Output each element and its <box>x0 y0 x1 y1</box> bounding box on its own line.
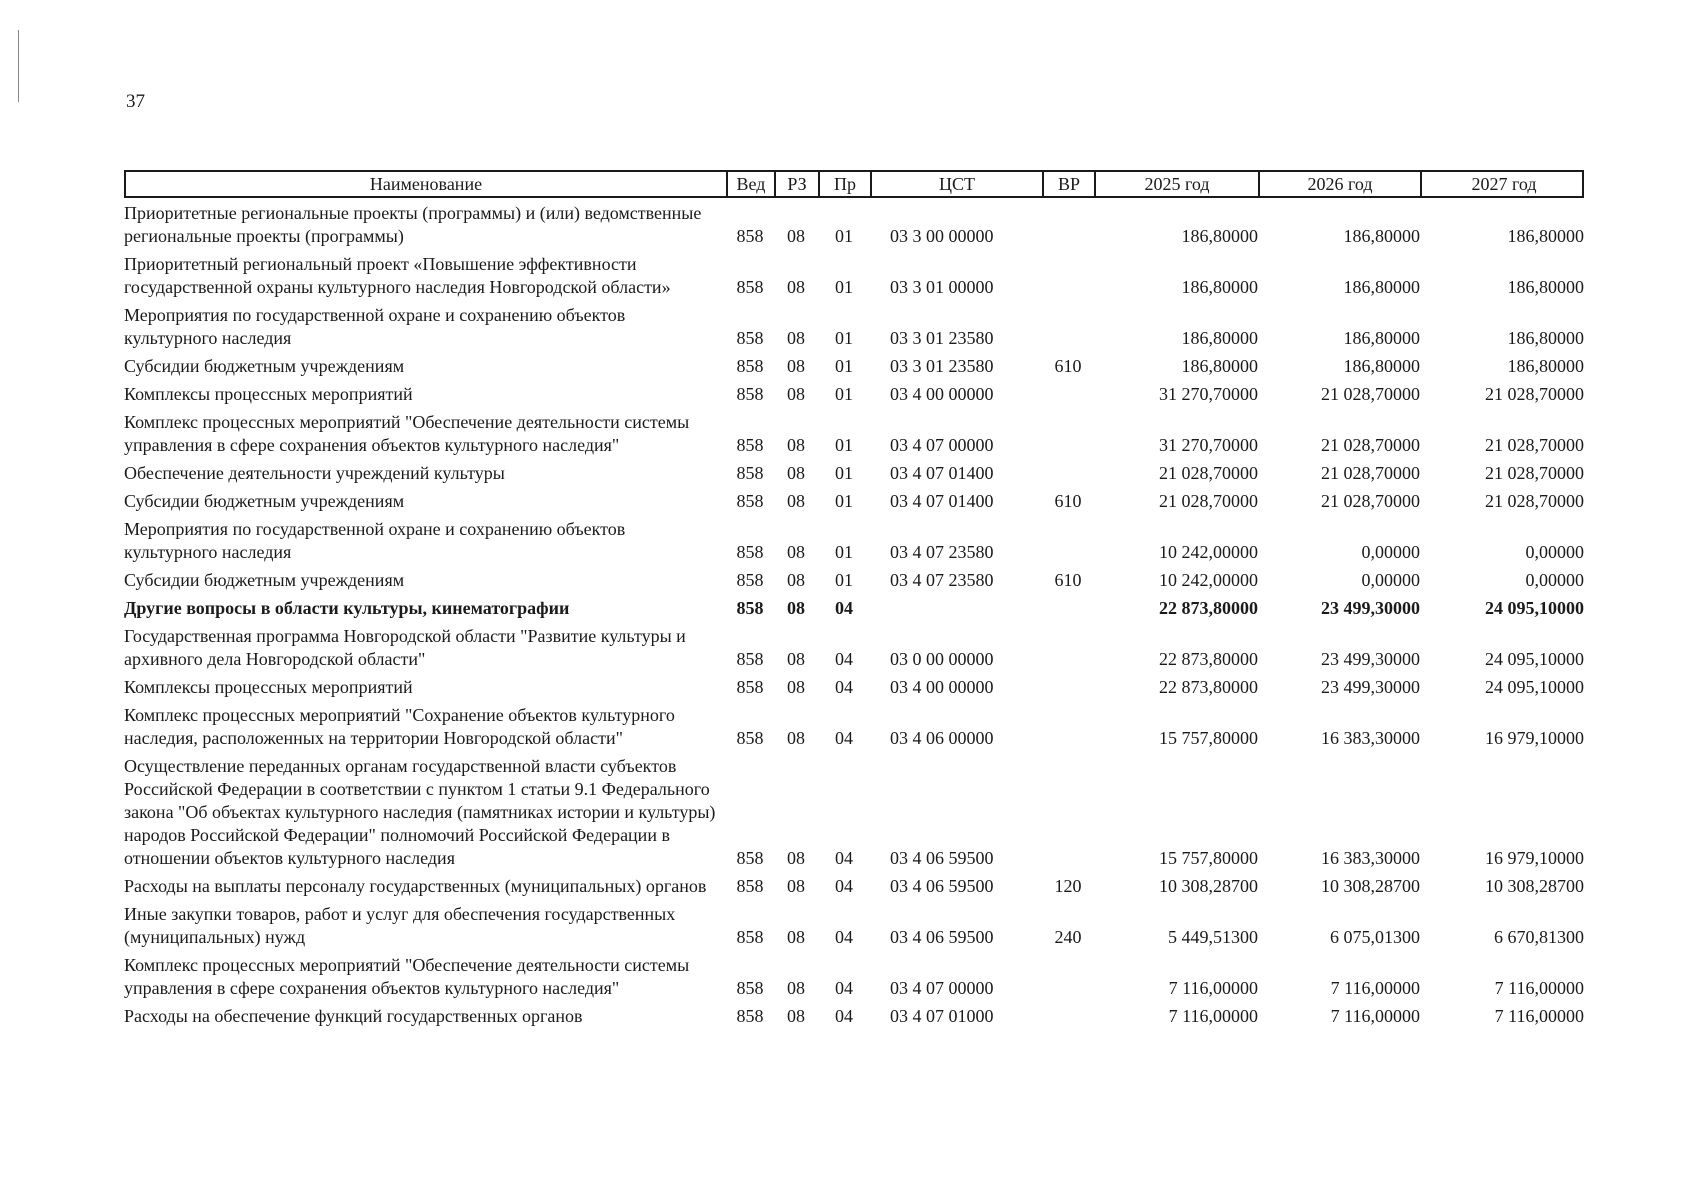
row-rz: 08 <box>787 876 805 896</box>
row-rz: 08 <box>787 649 805 669</box>
row-pr: 04 <box>835 598 853 618</box>
row-ved: 858 <box>736 491 764 511</box>
row-cst: 03 4 07 23580 <box>890 570 994 590</box>
row-2026: 186,80000 <box>1343 226 1420 246</box>
row-name: Субсидии бюджетным учреждениям <box>124 570 405 590</box>
row-cst: 03 4 07 01400 <box>890 463 994 483</box>
row-2025: 10 308,28700 <box>1159 876 1258 896</box>
row-rz: 08 <box>787 384 805 404</box>
header-ved: Вед <box>728 172 776 196</box>
row-2025: 10 242,00000 <box>1159 570 1258 590</box>
row-vr: 240 <box>1054 927 1082 947</box>
row-2027: 10 308,28700 <box>1485 876 1584 896</box>
row-2027: 24 095,10000 <box>1485 649 1584 669</box>
row-vr: 610 <box>1054 491 1082 511</box>
row-2025: 7 116,00000 <box>1168 978 1258 998</box>
row-vr <box>1042 954 1094 1000</box>
row-vr: 610 <box>1054 570 1082 590</box>
row-pr: 01 <box>835 384 853 404</box>
row-2026: 21 028,70000 <box>1321 435 1420 455</box>
row-pr: 04 <box>835 848 853 868</box>
row-cst: 03 4 07 00000 <box>890 435 994 455</box>
row-pr: 04 <box>835 728 853 748</box>
table-row <box>124 875 1584 898</box>
row-pr: 04 <box>835 978 853 998</box>
header-pr: Пр <box>820 172 872 196</box>
row-vr <box>1042 755 1094 870</box>
row-vr <box>1042 383 1094 406</box>
row-name: Комплекс процессных мероприятий "Обеспечение деятельности системы управления в сфере сохранения объектов культурного наследия" <box>124 412 690 455</box>
table-row <box>124 1005 1584 1028</box>
row-name: Комплекс процессных мероприятий "Сохранение объектов культурного наследия, расположенных на территории Новгородской области" <box>124 705 675 748</box>
row-2027: 16 979,10000 <box>1485 728 1584 748</box>
row-pr: 04 <box>835 649 853 669</box>
row-2026: 186,80000 <box>1343 356 1420 376</box>
row-name: Субсидии бюджетным учреждениям <box>124 491 405 511</box>
row-cst: 03 4 06 00000 <box>890 728 994 748</box>
row-2026: 21 028,70000 <box>1321 384 1420 404</box>
row-pr: 04 <box>835 927 853 947</box>
table-row <box>124 597 1584 620</box>
row-rz: 08 <box>787 598 805 618</box>
row-cst: 03 4 07 01000 <box>890 1006 994 1026</box>
table-row <box>124 202 1584 248</box>
row-vr: 120 <box>1054 876 1082 896</box>
row-ved: 858 <box>736 876 764 896</box>
row-2025: 21 028,70000 <box>1159 463 1258 483</box>
table-row <box>124 304 1584 350</box>
row-cst <box>870 597 1042 620</box>
row-rz: 08 <box>787 927 805 947</box>
row-name: Комплексы процессных мероприятий <box>124 384 413 404</box>
row-name: Комплексы процессных мероприятий <box>124 677 413 697</box>
table-row <box>124 676 1584 699</box>
row-2026: 23 499,30000 <box>1321 677 1420 697</box>
header-2025: 2025 год <box>1096 172 1260 196</box>
row-name: Обеспечение деятельности учреждений культуры <box>124 463 505 483</box>
scan-edge-mark <box>18 30 19 102</box>
row-ved: 858 <box>736 463 764 483</box>
row-rz: 08 <box>787 848 805 868</box>
row-2027: 7 116,00000 <box>1494 978 1584 998</box>
row-name: Расходы на выплаты персоналу государственных (муниципальных) органов <box>124 876 707 896</box>
row-name: Другие вопросы в области культуры, кинематографии <box>124 598 570 618</box>
row-2026: 16 383,30000 <box>1321 848 1420 868</box>
row-name: Приоритетные региональные проекты (программы) и (или) ведомственные региональные проекты (программы) <box>124 203 702 246</box>
row-rz: 08 <box>787 491 805 511</box>
row-pr: 01 <box>835 463 853 483</box>
row-vr <box>1042 704 1094 750</box>
row-2027: 6 670,81300 <box>1494 927 1584 947</box>
row-pr: 01 <box>835 356 853 376</box>
row-vr: 610 <box>1054 356 1082 376</box>
row-2025: 186,80000 <box>1181 277 1258 297</box>
table-header <box>124 170 1584 198</box>
row-name: Иные закупки товаров, работ и услуг для обеспечения государственных (муниципальных) нужд <box>124 904 676 947</box>
row-2027: 24 095,10000 <box>1485 677 1584 697</box>
row-2025: 22 873,80000 <box>1159 649 1258 669</box>
row-cst: 03 4 00 00000 <box>890 677 994 697</box>
row-pr: 01 <box>835 277 853 297</box>
row-cst: 03 3 00 00000 <box>890 226 994 246</box>
row-vr <box>1042 676 1094 699</box>
row-rz: 08 <box>787 1006 805 1026</box>
header-vr: ВР <box>1044 172 1096 196</box>
row-2026: 10 308,28700 <box>1321 876 1420 896</box>
row-cst: 03 4 00 00000 <box>890 384 994 404</box>
row-pr: 01 <box>835 226 853 246</box>
row-2027: 186,80000 <box>1507 356 1584 376</box>
row-2025: 22 873,80000 <box>1159 677 1258 697</box>
row-2025: 21 028,70000 <box>1159 491 1258 511</box>
row-2025: 31 270,70000 <box>1159 384 1258 404</box>
row-pr: 04 <box>835 1006 853 1026</box>
row-vr <box>1042 253 1094 299</box>
table-row <box>124 704 1584 750</box>
row-name: Мероприятия по государственной охране и сохранению объектов культурного наследия <box>124 305 626 348</box>
row-2027: 0,00000 <box>1525 542 1584 562</box>
header-name: Наименование <box>126 172 728 196</box>
row-cst: 03 4 07 23580 <box>890 542 994 562</box>
table-row <box>124 755 1584 870</box>
row-name: Государственная программа Новгородской области "Развитие культуры и архивного дела Новгородской области" <box>124 626 686 669</box>
row-2026: 16 383,30000 <box>1321 728 1420 748</box>
row-rz: 08 <box>787 542 805 562</box>
row-2025: 15 757,80000 <box>1159 728 1258 748</box>
row-rz: 08 <box>787 463 805 483</box>
table-row <box>124 490 1584 513</box>
table-row <box>124 462 1584 485</box>
row-vr <box>1042 411 1094 457</box>
row-2025: 15 757,80000 <box>1159 848 1258 868</box>
row-2027: 186,80000 <box>1507 328 1584 348</box>
table-row <box>124 625 1584 671</box>
row-vr <box>1042 1005 1094 1028</box>
row-pr: 01 <box>835 328 853 348</box>
page-number: 37 <box>126 91 145 112</box>
row-name: Субсидии бюджетным учреждениям <box>124 356 405 376</box>
row-2025: 10 242,00000 <box>1159 542 1258 562</box>
row-ved: 858 <box>736 978 764 998</box>
row-rz: 08 <box>787 356 805 376</box>
row-cst: 03 4 06 59500 <box>890 876 994 896</box>
row-ved: 858 <box>736 848 764 868</box>
row-2026: 6 075,01300 <box>1330 927 1420 947</box>
row-cst: 03 4 06 59500 <box>890 927 994 947</box>
row-2027: 24 095,10000 <box>1485 598 1584 618</box>
row-ved: 858 <box>736 277 764 297</box>
row-ved: 858 <box>736 927 764 947</box>
table-row <box>124 569 1584 592</box>
row-name: Приоритетный региональный проект «Повышение эффективности государственной охраны культурного наследия Новгородской области» <box>124 254 671 297</box>
row-name: Комплекс процессных мероприятий "Обеспечение деятельности системы управления в сфере сохранения объектов культурного наследия" <box>124 955 690 998</box>
row-2025: 5 449,51300 <box>1168 927 1258 947</box>
row-cst: 03 4 06 59500 <box>890 848 994 868</box>
row-rz: 08 <box>787 728 805 748</box>
row-vr <box>1042 597 1094 620</box>
row-ved: 858 <box>736 677 764 697</box>
row-2026: 7 116,00000 <box>1330 978 1420 998</box>
row-2027: 21 028,70000 <box>1485 384 1584 404</box>
row-ved: 858 <box>736 226 764 246</box>
row-name: Расходы на обеспечение функций государственных органов <box>124 1006 583 1026</box>
row-2027: 21 028,70000 <box>1485 435 1584 455</box>
row-rz: 08 <box>787 226 805 246</box>
row-ved: 858 <box>736 384 764 404</box>
row-2027: 16 979,10000 <box>1485 848 1584 868</box>
row-rz: 08 <box>787 277 805 297</box>
row-pr: 01 <box>835 570 853 590</box>
row-cst: 03 3 01 23580 <box>890 328 994 348</box>
row-2026: 0,00000 <box>1361 570 1420 590</box>
row-rz: 08 <box>787 328 805 348</box>
row-pr: 01 <box>835 435 853 455</box>
row-2027: 7 116,00000 <box>1494 1006 1584 1026</box>
header-2026: 2026 год <box>1260 172 1422 196</box>
row-cst: 03 4 07 01400 <box>890 491 994 511</box>
row-rz: 08 <box>787 570 805 590</box>
row-vr <box>1042 202 1094 248</box>
row-pr: 01 <box>835 542 853 562</box>
row-2027: 0,00000 <box>1525 570 1584 590</box>
table-row <box>124 903 1584 949</box>
row-name: Мероприятия по государственной охране и сохранению объектов культурного наследия <box>124 519 626 562</box>
table-row <box>124 954 1584 1000</box>
row-2026: 21 028,70000 <box>1321 491 1420 511</box>
row-ved: 858 <box>736 649 764 669</box>
row-vr <box>1042 518 1094 564</box>
row-rz: 08 <box>787 978 805 998</box>
row-2026: 0,00000 <box>1361 542 1420 562</box>
row-ved: 858 <box>736 1006 764 1026</box>
row-ved: 858 <box>736 328 764 348</box>
row-vr <box>1042 462 1094 485</box>
row-2025: 7 116,00000 <box>1168 1006 1258 1026</box>
header-rz: РЗ <box>776 172 820 196</box>
row-2025: 31 270,70000 <box>1159 435 1258 455</box>
row-2025: 186,80000 <box>1181 356 1258 376</box>
row-rz: 08 <box>787 677 805 697</box>
row-rz: 08 <box>787 435 805 455</box>
row-pr: 04 <box>835 677 853 697</box>
row-2026: 21 028,70000 <box>1321 463 1420 483</box>
row-2026: 186,80000 <box>1343 328 1420 348</box>
row-cst: 03 3 01 23580 <box>890 356 994 376</box>
row-2027: 21 028,70000 <box>1485 463 1584 483</box>
table-row <box>124 518 1584 564</box>
row-2026: 23 499,30000 <box>1321 649 1420 669</box>
table-row <box>124 411 1584 457</box>
row-2027: 21 028,70000 <box>1485 491 1584 511</box>
row-2027: 186,80000 <box>1507 277 1584 297</box>
table-row <box>124 355 1584 378</box>
header-cst: ЦСТ <box>872 172 1044 196</box>
row-cst: 03 4 07 00000 <box>890 978 994 998</box>
row-pr: 01 <box>835 491 853 511</box>
row-2027: 186,80000 <box>1507 226 1584 246</box>
row-cst: 03 0 00 00000 <box>890 649 994 669</box>
row-ved: 858 <box>736 728 764 748</box>
row-pr: 04 <box>835 876 853 896</box>
row-2025: 186,80000 <box>1181 226 1258 246</box>
row-2025: 186,80000 <box>1181 328 1258 348</box>
row-vr <box>1042 625 1094 671</box>
row-ved: 858 <box>736 570 764 590</box>
table-row <box>124 253 1584 299</box>
row-2026: 23 499,30000 <box>1321 598 1420 618</box>
row-cst: 03 3 01 00000 <box>890 277 994 297</box>
row-ved: 858 <box>736 598 764 618</box>
row-2026: 7 116,00000 <box>1330 1006 1420 1026</box>
header-2027: 2027 год <box>1471 173 1537 194</box>
row-2026: 186,80000 <box>1343 277 1420 297</box>
row-ved: 858 <box>736 542 764 562</box>
row-vr <box>1042 304 1094 350</box>
table-row <box>124 383 1584 406</box>
row-ved: 858 <box>736 356 764 376</box>
row-ved: 858 <box>736 435 764 455</box>
table-body <box>124 202 1584 1033</box>
row-2025: 22 873,80000 <box>1159 598 1258 618</box>
row-name: Осуществление переданных органам государственной власти субъектов Российской Федерации в соответствии с пунктом 1 статьи 9.1 Федерального закона "Об объектах культурного наследия (памятниках истории и культуры) народов Российской Федерации" полномочий Российской Федерации в отношении объектов культурного наследия <box>124 756 716 868</box>
